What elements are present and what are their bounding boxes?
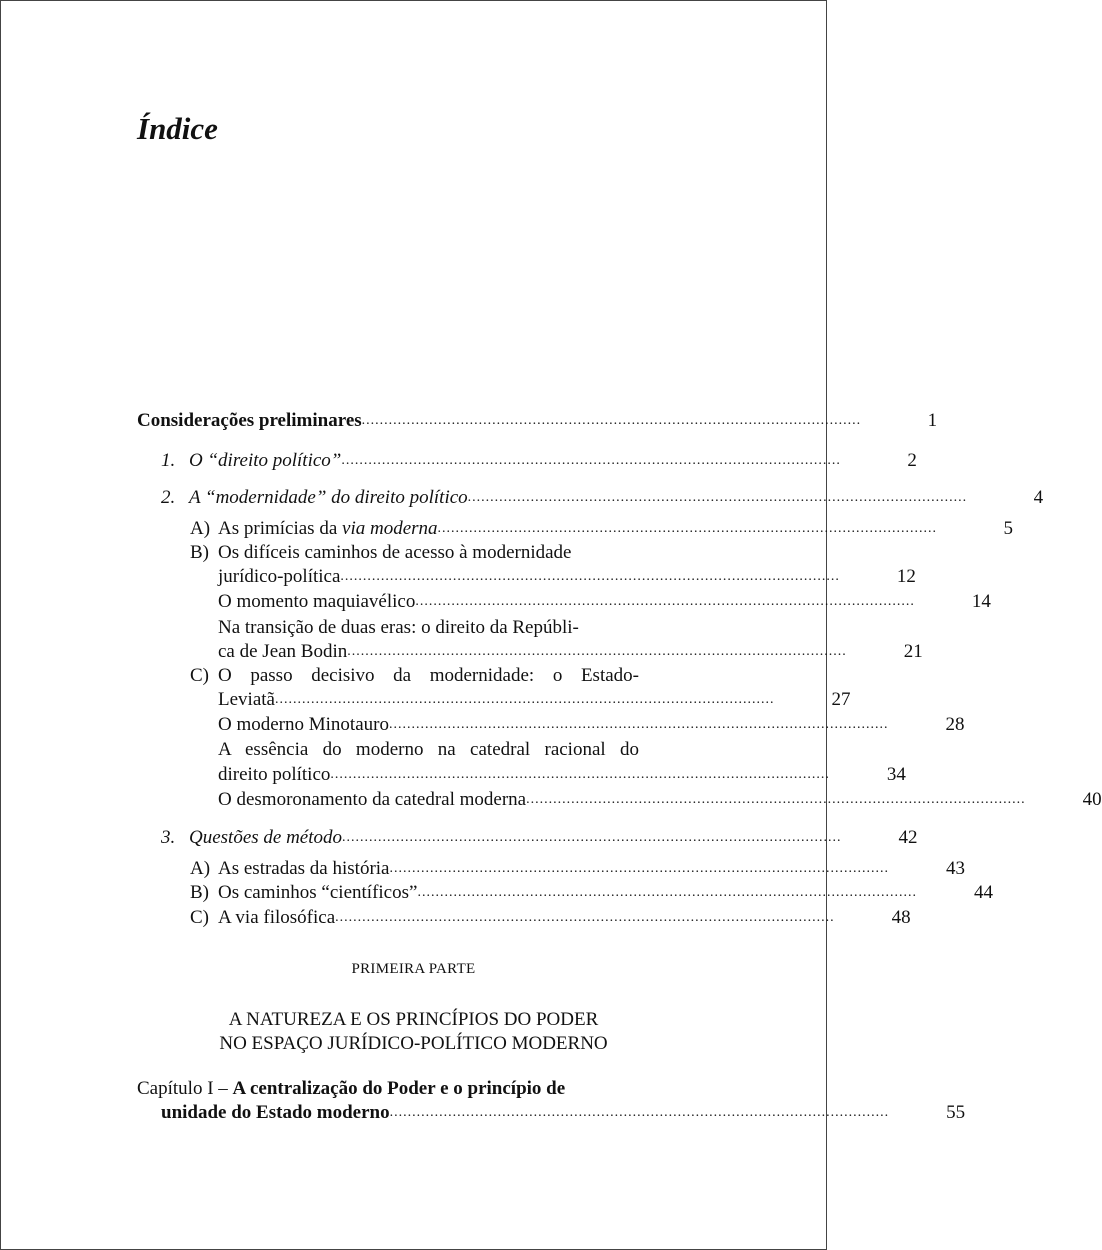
leader-dots: ............................................................................................................... <box>526 792 1026 807</box>
chapter-prefix: Capítulo I – <box>137 1078 233 1099</box>
entry-text <box>190 857 389 881</box>
leader-dots: ............................................................................................................... <box>340 569 840 584</box>
toc-entry-2c-line1 <box>190 664 639 688</box>
page-number: 40 <box>1082 789 1102 810</box>
entry-text: Considerações preliminares <box>137 410 362 431</box>
entry-text: direito político <box>218 764 331 785</box>
entry-title: Os difíceis caminhos de acesso à modernidade <box>218 542 572 563</box>
leader-dots: ............................................................................................................... <box>341 453 841 468</box>
leader-dots: ............................................................................................................... <box>417 885 917 900</box>
leader-dots: ............................................................................................................... <box>347 644 847 659</box>
entry-text: O moderno Minotauro <box>218 714 389 735</box>
leader-dots: ............................................................................................................... <box>342 830 842 845</box>
entry-label: 2. <box>161 487 176 508</box>
toc-entry-3 <box>161 826 918 850</box>
page-number: 48 <box>891 907 911 928</box>
toc-entry-catedral-line1: A essência do moderno na catedral racional do <box>218 739 639 760</box>
entry-text <box>161 826 342 850</box>
entry-title: A “modernidade” do direito político <box>189 487 468 508</box>
entry-title-italic: via moderna <box>342 518 438 539</box>
toc-entry-2a <box>190 517 1014 541</box>
page-title: Índice <box>137 111 218 146</box>
entry-label: 3. <box>161 827 176 848</box>
toc-entry-1 <box>161 449 917 473</box>
leader-dots: ............................................................................................................... <box>389 861 889 876</box>
page-number: 1 <box>927 410 938 431</box>
toc-entry-3a <box>190 857 965 881</box>
entry-text: jurídico-política <box>218 566 341 587</box>
toc-entry-3c <box>190 906 911 930</box>
entry-label: A) <box>190 518 211 539</box>
entry-label: C) <box>190 907 209 928</box>
entry-title: A via filosófica <box>218 907 336 928</box>
leader-dots: ............................................................................................................... <box>415 594 915 609</box>
entry-text <box>161 449 341 473</box>
page-number: 12 <box>896 566 916 587</box>
part-title-line2: NO ESPAÇO JURÍDICO-POLÍTICO MODERNO <box>219 1033 608 1054</box>
toc-entry-2b-line1 <box>190 541 572 565</box>
page-number: 34 <box>886 764 906 785</box>
entry-text <box>190 906 335 930</box>
entry-label: A) <box>190 858 211 879</box>
page-number: 44 <box>973 882 993 903</box>
chapter-title: A centralização do Poder e o princípio de <box>232 1078 566 1099</box>
leader-dots: ............................................................................................................... <box>389 1105 890 1120</box>
leader-dots: ............................................................................................................... <box>388 717 889 732</box>
part-label: PRIMEIRA PARTE <box>351 961 476 977</box>
entry-title: Os caminhos “científicos” <box>218 882 418 903</box>
leader-dots: ............................................................................................................... <box>467 490 968 505</box>
leader-dots: ............................................................................................................... <box>335 910 835 925</box>
page-number: 5 <box>1003 518 1014 539</box>
entry-label: C) <box>190 665 209 686</box>
entry-text: ca de Jean Bodin <box>218 641 348 662</box>
entry-label: B) <box>190 542 209 563</box>
entry-title: As primícias da <box>218 518 343 539</box>
entry-title: Questões de método <box>189 827 343 848</box>
toc-entry-2b <box>218 565 916 589</box>
page-number: 2 <box>907 450 917 471</box>
toc-entry-2c <box>218 688 851 712</box>
entry-title: O passo decisivo da modernidade: o Estado- <box>218 665 639 686</box>
leader-dots: ............................................................................................................... <box>361 413 862 428</box>
toc-entry-momento-maquiavelico <box>218 590 991 614</box>
entry-text: unidade do Estado moderno <box>161 1102 390 1123</box>
toc-entry-3b <box>190 881 993 905</box>
toc-entry-desmoronamento <box>218 788 1102 812</box>
part-title-line1: A NATUREZA E OS PRINCÍPIOS DO PODER <box>228 1009 599 1030</box>
page-number: 21 <box>903 641 923 662</box>
chapter-1-line1 <box>137 1077 565 1101</box>
leader-dots: ............................................................................................................... <box>274 692 775 707</box>
page-number: 4 <box>1033 487 1044 508</box>
toc-entry-chapter-1 <box>161 1101 966 1125</box>
page-number: 14 <box>971 591 991 612</box>
entry-text: O desmoronamento da catedral moderna <box>218 789 527 810</box>
toc-entry-consideracoes <box>137 409 938 433</box>
entry-title: As estradas da história <box>218 858 390 879</box>
page-number: 42 <box>898 827 918 848</box>
entry-text <box>190 517 438 541</box>
entry-text <box>190 881 417 905</box>
toc-entry-bodin <box>218 640 923 664</box>
leader-dots: ............................................................................................................... <box>437 521 938 536</box>
toc-entry-bodin-line1: Na transição de duas eras: o direito da Repúbli- <box>218 617 579 638</box>
leader-dots: ............................................................................................................... <box>330 767 830 782</box>
page-number: 43 <box>945 858 965 879</box>
toc-entry-minotauro <box>218 713 965 737</box>
entry-text <box>161 486 468 510</box>
toc-entry-2 <box>161 486 1044 510</box>
entry-title: O “direito político” <box>189 450 342 471</box>
page-number: 27 <box>831 689 851 710</box>
toc-entry-catedral <box>218 763 906 787</box>
entry-label: 1. <box>161 450 176 471</box>
page-number: 55 <box>946 1102 966 1123</box>
page-number: 28 <box>945 714 965 735</box>
entry-text: O momento maquiavélico <box>218 591 416 612</box>
entry-text: Leviatã <box>218 689 275 710</box>
entry-label: B) <box>190 882 209 903</box>
